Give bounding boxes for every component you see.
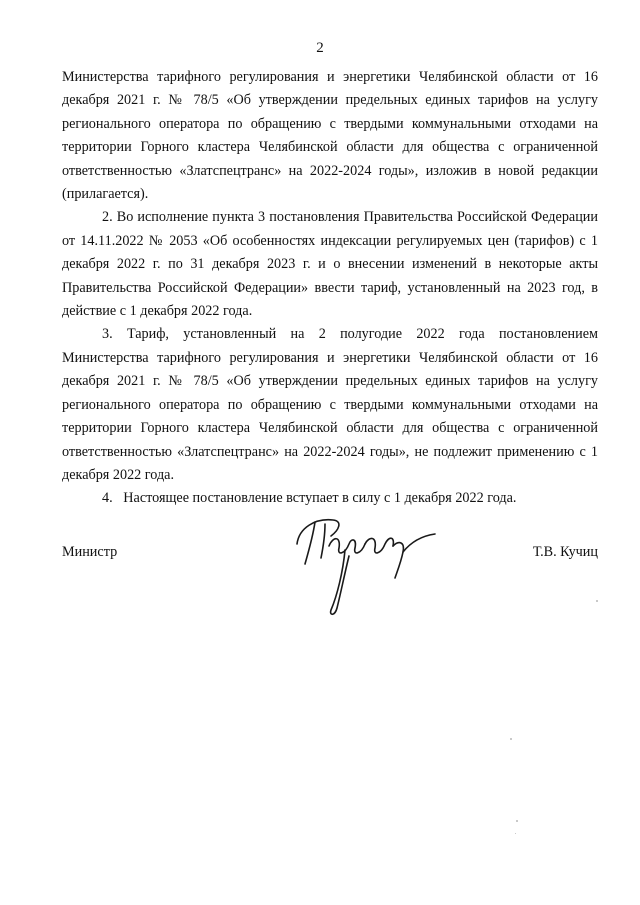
scan-speck <box>515 833 516 834</box>
scan-speck <box>516 820 518 822</box>
handwritten-signature-icon <box>285 506 455 626</box>
signatory-title: Министр <box>62 544 118 560</box>
paragraph-item-4: 4. Настоящее постановление вступает в силу с 1 декабря 2022 года. <box>102 490 517 507</box>
scan-speck <box>596 600 598 602</box>
paragraph-item-2: 2. Во исполнение пункта 3 постановления Правительства Российской Федерации от 14.11.2022 № 2053 «Об особенностях индексации регулируемых цен (тарифов) с 1 декабря 2022 г. по 31 декабря 2023 г. и о внесении изменений в некоторые акты Правительства Российской Федерации» ввести тариф, установленный на 2023 год, в действие с 1 декабря 2022 года. <box>62 209 598 320</box>
page-number: 2 <box>316 40 324 56</box>
document-body <box>62 66 598 511</box>
signatory-name: Т.В. Кучиц <box>532 544 598 560</box>
paragraph-item-3: 3. Тариф, установленный на 2 полугодие 2022 года постановлением Министерства тарифного регулирования и энергетики Челябинской области от 16 декабря 2021 г. № 78/5 «Об утверждении предельных единых тарифов на услугу регионального оператора по обращению с твердыми коммунальными отходами на территории Горного кластера Челябинской области для общества с ограниченной ответственностью «Златспецтранс» на 2022-2024 годы», не подлежит применению с 1 декабря 2022 года. <box>62 326 598 483</box>
paragraph-continuation: Министерства тарифного регулирования и энергетики Челябинской области от 16 декабря 2021 г. № 78/5 «Об утверждении предельных единых тарифов на услугу регионального оператора по обращению с твердыми коммунальными отходами на территории Горного кластера Челябинской области для общества с ограниченной ответственностью «Златспецтранс» на 2022-2024 годы», изложив в новой редакции (прилагается). <box>62 69 598 203</box>
scan-speck <box>510 738 512 740</box>
